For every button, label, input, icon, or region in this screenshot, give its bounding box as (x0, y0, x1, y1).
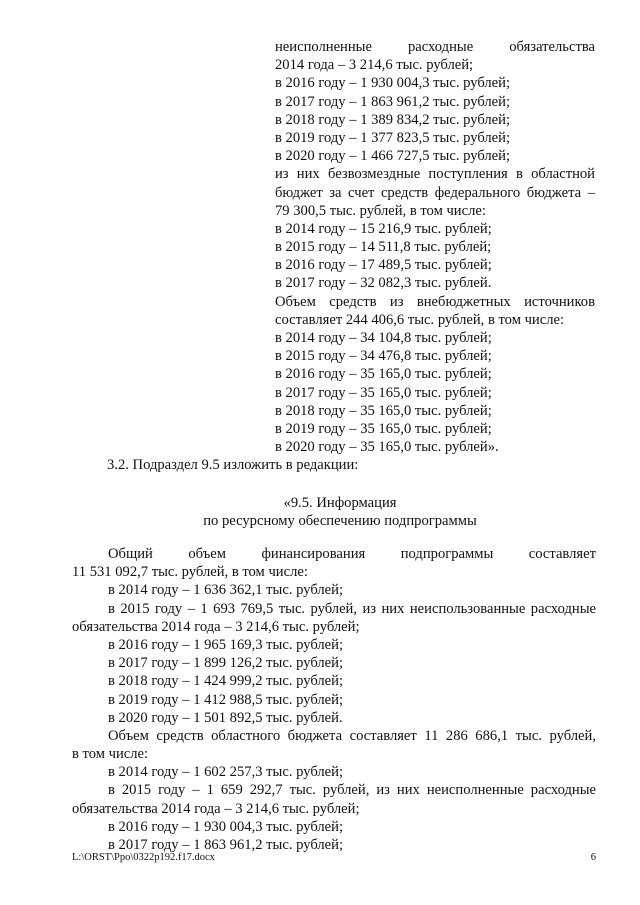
text-line: в 2016 году – 1 930 004,3 тыс. рублей; (275, 75, 511, 92)
text-line: в 2016 году – 1 965 169,3 тыс. рублей; (108, 636, 344, 653)
text-line: в 2020 году – 1 501 892,5 тыс. рублей. (108, 709, 343, 726)
text-line: в 2014 году – 1 602 257,3 тыс. рублей; (108, 764, 344, 781)
funding-paragraphs (72, 545, 596, 854)
text-line: в 2014 году – 34 104,8 тыс. рублей; (275, 330, 492, 346)
section-instruction: 3.2. Подраздел 9.5 изложить в редакции: (107, 457, 359, 473)
text-line: Объем средств из внебюджетных источников (275, 293, 595, 310)
text-line: в 2015 году – 14 511,8 тыс. рублей; (275, 239, 492, 256)
text-line: в 2016 году – 1 930 004,3 тыс. рублей; (108, 818, 344, 835)
footer-file-path: L:\ORST\Ppo\0322p192.f17.docx (72, 852, 215, 863)
text-line: в 2019 году – 1 412 988,5 тыс. рублей; (108, 691, 344, 708)
text-line: 79 300,5 тыс. рублей, в том числе: (275, 202, 486, 219)
heading-line-1: «9.5. Информация (283, 495, 397, 511)
text-line: обязательства 2014 года – 3 214,6 тыс. рублей; (72, 800, 360, 817)
text-line: составляет 244 406,6 тыс. рублей, в том числе: (275, 311, 565, 328)
text-line: 2014 года – 3 214,6 тыс. рублей; (275, 57, 474, 74)
text-line: в 2015 году – 1 693 769,5 тыс. рублей, из них неиспользованные расходные (108, 600, 596, 617)
text-line: в 2014 году – 15 216,9 тыс. рублей; (275, 220, 492, 237)
text-line: неисполненные расходные обязательства (275, 39, 595, 55)
text-line: бюджет за счет средств федерального бюджета – (275, 184, 595, 201)
text-line: в 2019 году – 1 377 823,5 тыс. рублей; (275, 129, 511, 146)
text-line: в 2017 году – 1 863 961,2 тыс. рублей; (108, 837, 344, 853)
text-line: в 2016 году – 35 165,0 тыс. рублей; (275, 366, 492, 383)
text-line: в 2020 году – 1 466 727,5 тыс. рублей; (275, 148, 511, 165)
heading-line-2: по ресурсному обеспечению подпрограммы (203, 513, 477, 530)
section-heading (150, 494, 530, 530)
text-line: в 2020 году – 35 165,0 тыс. рублей». (275, 439, 499, 456)
text-line: в том числе: (72, 746, 149, 763)
text-line: в 2019 году – 35 165,0 тыс. рублей; (275, 420, 492, 437)
text-line: в 2017 году – 32 082,3 тыс. рублей. (275, 275, 492, 292)
text-line: в 2017 году – 1 899 126,2 тыс. рублей; (108, 655, 344, 672)
text-line: обязательства 2014 года – 3 214,6 тыс. рублей; (72, 618, 360, 635)
text-line: в 2018 году – 35 165,0 тыс. рублей; (275, 402, 492, 419)
text-line: Объем средств областного бюджета составляет 11 286 686,1 тыс. рублей, (108, 727, 596, 744)
continued-funding-list (275, 38, 595, 456)
text-line: 11 531 092,7 тыс. рублей, в том числе: (72, 564, 308, 581)
text-line: в 2015 году – 34 476,8 тыс. рублей; (275, 348, 492, 365)
text-line: Общий объем финансирования подпрограммы составляет (108, 546, 596, 562)
text-line: в 2014 году – 1 636 362,1 тыс. рублей; (108, 582, 344, 599)
text-line: в 2017 году – 1 863 961,2 тыс. рублей; (275, 93, 511, 110)
text-line: в 2015 году – 1 659 292,7 тыс. рублей, из них неисполненные расходные (108, 782, 596, 799)
text-line: в 2018 году – 1 424 999,2 тыс. рублей; (108, 673, 344, 690)
page-number: 6 (590, 852, 596, 863)
text-line: из них безвозмездные поступления в областной (275, 166, 595, 183)
text-line: в 2018 году – 1 389 834,2 тыс. рублей; (275, 111, 511, 128)
text-line: в 2016 году – 17 489,5 тыс. рублей; (275, 257, 492, 274)
text-line: в 2017 году – 35 165,0 тыс. рублей; (275, 384, 492, 401)
